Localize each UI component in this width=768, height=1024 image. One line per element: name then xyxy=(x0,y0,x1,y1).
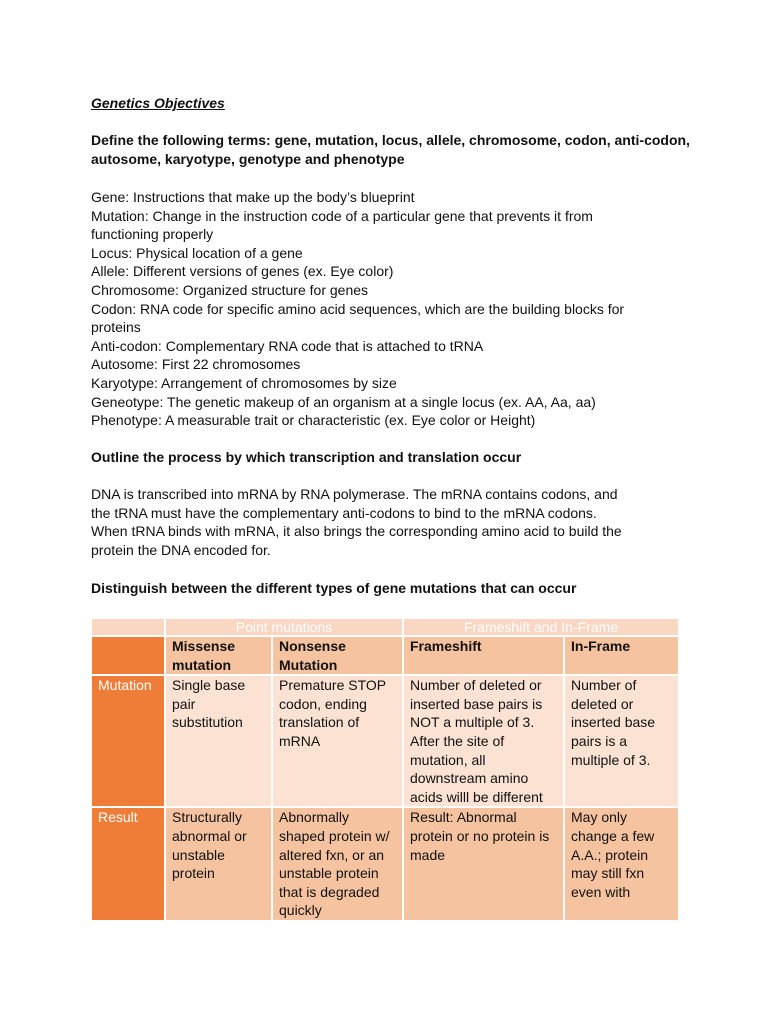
definition-line: Codon: RNA code for specific amino acid sequences, which are the building blocks for xyxy=(91,300,625,317)
mutation-types-table xyxy=(90,617,680,922)
group-header-frameshift-inframe: Frameshift and In-Frame xyxy=(403,618,679,636)
definition-line: Phenotype: A measurable trait or characteristic (ex. Eye color or Height) xyxy=(91,412,536,429)
definition-line: Locus: Physical location of a gene xyxy=(91,244,303,261)
table-row-mutation xyxy=(91,675,679,807)
paragraph-line: DNA is transcribed into mRNA by RNA polymerase. The mRNA contains codons, and xyxy=(91,486,618,502)
row-header-mutation: Mutation xyxy=(91,675,165,807)
table-cell: Premature STOP codon, ending translation of mRNA xyxy=(272,675,403,807)
table-row-result xyxy=(91,807,679,921)
group-header-point-mutations: Point mutations xyxy=(165,618,403,636)
column-header-inframe: In-Frame xyxy=(564,636,679,675)
paragraph-line: protein the DNA encoded for. xyxy=(91,541,271,558)
paragraph-line: the tRNA must have the complementary anti-codons to bind to the mRNA codons. xyxy=(91,504,597,521)
paragraph-line: When tRNA binds with mRNA, it also brings the corresponding amino acid to build the xyxy=(91,523,622,540)
table-cell: Structurally abnormal or unstable protein xyxy=(165,807,272,921)
table-cell: Number of deleted or inserted base pairs is a multiple of 3. xyxy=(564,675,679,807)
definition-line: Geneotype: The genetic makeup of an organism at a single locus (ex. AA, Aa, aa) xyxy=(91,393,596,410)
definition-line: Mutation: Change in the instruction code of a particular gene that prevents it from xyxy=(91,207,593,224)
definition-line: Autosome: First 22 chromosomes xyxy=(91,356,301,373)
definition-line: Karyotype: Arrangement of chromosomes by size xyxy=(91,374,397,391)
definition-line: Anti-codon: Complementary RNA code that is attached to tRNA xyxy=(91,337,484,354)
definition-line: functioning properly xyxy=(91,226,214,243)
document-title: Genetics Objectives xyxy=(91,95,225,111)
table-column-header-row xyxy=(91,636,679,675)
table-blank-cell xyxy=(91,636,165,675)
definitions-list xyxy=(91,188,691,430)
row-header-result: Result xyxy=(91,807,165,921)
definition-line: Chromosome: Organized structure for genes xyxy=(91,281,369,298)
column-header-missense: Missense mutation xyxy=(165,636,272,675)
section-heading-definitions: Define the following terms: gene, mutation, locus, allele, chromosome, codon, anti-codon, autosome, karyotype, genotype and phenotype xyxy=(91,132,690,167)
section-heading-mutations: Distinguish between the different types of gene mutations that can occur xyxy=(91,580,577,596)
table-corner-cell xyxy=(91,618,165,636)
definition-line: Allele: Different versions of genes (ex. Eye color) xyxy=(91,263,394,280)
table-cell: Abnormally shaped protein w/ altered fxn, or an unstable protein that is degraded quickly xyxy=(272,807,403,921)
column-header-nonsense: Nonsense Mutation xyxy=(272,636,403,675)
table-cell: Result: Abnormal protein or no protein is made xyxy=(403,807,564,921)
table-cell: Single base pair substitution xyxy=(165,675,272,807)
table-cell: Number of deleted or inserted base pairs is NOT a multiple of 3. After the site of mutation, all downstream amino acids willl be different xyxy=(403,675,564,807)
table-cell: May only change a few A.A.; protein may still fxn even with xyxy=(564,807,679,921)
definition-line: proteins xyxy=(91,319,141,336)
section-heading-transcription: Outline the process by which transcription and translation occur xyxy=(91,449,522,465)
definition-line: Gene: Instructions that make up the body’s blueprint xyxy=(91,189,415,205)
table-group-header-row xyxy=(91,618,679,636)
transcription-paragraph xyxy=(91,485,691,559)
column-header-frameshift: Frameshift xyxy=(403,636,564,675)
